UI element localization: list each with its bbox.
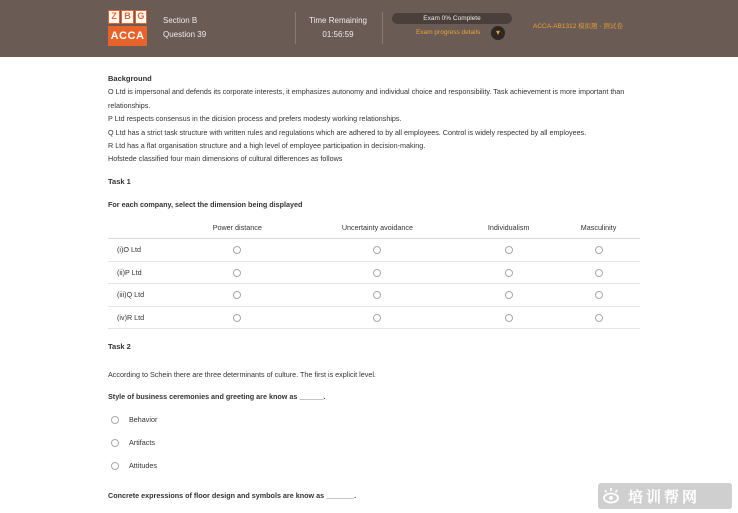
header-divider bbox=[382, 12, 383, 44]
task2-intro: According to Schein there are three determinants of culture. The first is explicit level. bbox=[108, 369, 376, 379]
section-info bbox=[163, 14, 206, 42]
option-behavior[interactable] bbox=[108, 408, 640, 431]
column-header: Masculinity bbox=[557, 217, 640, 239]
logo-letter: B bbox=[121, 10, 133, 24]
option-label: Artifacts bbox=[129, 438, 155, 448]
watermark bbox=[598, 483, 732, 509]
background-paragraph: P Ltd respects consensus in the dicision process and prefers modesty working relationships. bbox=[108, 114, 402, 124]
radio-button[interactable] bbox=[505, 291, 513, 299]
column-header: Power distance bbox=[180, 217, 295, 239]
radio-button[interactable] bbox=[111, 416, 119, 424]
task1-matrix bbox=[108, 217, 640, 330]
exam-details-link[interactable]: Exam progress details bbox=[416, 29, 481, 36]
radio-button[interactable] bbox=[373, 314, 381, 322]
background-paragraph: R Ltd has a flat organisation structure and a high level of employee participation in decision-making. bbox=[108, 141, 426, 151]
radio-button[interactable] bbox=[233, 314, 241, 322]
task2-title: Task 2 bbox=[108, 342, 131, 352]
radio-button[interactable] bbox=[233, 246, 241, 254]
section-label: Section B bbox=[163, 16, 198, 25]
radio-button[interactable] bbox=[595, 314, 603, 322]
matrix-row bbox=[108, 239, 640, 262]
radio-button[interactable] bbox=[233, 291, 241, 299]
option-attitudes[interactable] bbox=[108, 454, 640, 477]
task2-options bbox=[108, 408, 640, 477]
matrix-row bbox=[108, 306, 640, 329]
radio-button[interactable] bbox=[373, 246, 381, 254]
task2-question-2: Concrete expressions of floor design and symbols are know as _______. bbox=[108, 491, 357, 501]
logo-letter: G bbox=[135, 10, 147, 24]
progress-text: Exam 0% Complete bbox=[423, 15, 481, 22]
exam-code-label: ACCA-AB1312 模拟题 - 测试卷 bbox=[533, 23, 623, 30]
option-artifacts[interactable] bbox=[108, 431, 640, 454]
column-header: Uncertainty avoidance bbox=[295, 217, 461, 239]
background-paragraph: Hofstede classified four main dimensions of cultural differences as follows bbox=[108, 154, 343, 164]
time-label: Time Remaining bbox=[309, 16, 367, 25]
radio-button[interactable] bbox=[111, 462, 119, 470]
matrix-corner bbox=[108, 217, 180, 239]
radio-button[interactable] bbox=[595, 246, 603, 254]
time-remaining bbox=[300, 14, 376, 42]
matrix-row bbox=[108, 261, 640, 284]
radio-button[interactable] bbox=[505, 269, 513, 277]
matrix-row bbox=[108, 284, 640, 307]
task1-title: Task 1 bbox=[108, 176, 131, 186]
radio-button[interactable] bbox=[373, 269, 381, 277]
background-title: Background bbox=[108, 74, 152, 83]
zbg-acca-logo bbox=[108, 10, 147, 46]
chevron-down-icon[interactable]: ▾ bbox=[491, 26, 505, 40]
row-label: (i)O Ltd bbox=[108, 239, 180, 262]
task2-question-1: Style of business ceremonies and greeting are know as ______. bbox=[108, 391, 326, 401]
radio-button[interactable] bbox=[373, 291, 381, 299]
time-value: 01:56:59 bbox=[322, 30, 354, 39]
row-label: (iii)Q Ltd bbox=[108, 284, 180, 307]
row-label: (ii)P Ltd bbox=[108, 261, 180, 284]
logo-letter: Z bbox=[108, 10, 120, 24]
row-label: (iv)R Ltd bbox=[108, 306, 180, 329]
column-header: Individualism bbox=[460, 217, 557, 239]
eye-logo-icon bbox=[598, 483, 624, 509]
logo-acca-text: ACCA bbox=[108, 26, 147, 46]
option-label: Behavior bbox=[129, 415, 158, 425]
option-label: Attitudes bbox=[129, 461, 157, 471]
background-paragraph: O Ltd is impersonal and defends its corporate interests, it emphasizes autonomy and individual choice and responsibility. Task achievement is more important than relationships. bbox=[108, 87, 625, 110]
radio-button[interactable] bbox=[505, 246, 513, 254]
task1-question: For each company, select the dimension being displayed bbox=[108, 200, 303, 210]
question-label: Question 39 bbox=[163, 30, 207, 39]
radio-button[interactable] bbox=[111, 439, 119, 447]
header-divider bbox=[295, 12, 296, 44]
radio-button[interactable] bbox=[595, 291, 603, 299]
watermark-text: 培训帮网 bbox=[628, 487, 701, 506]
background-paragraph: Q Ltd has a strict task structure with written rules and regulations which are adhered to by all employees. Control is widely respected by all employees. bbox=[108, 127, 587, 137]
radio-button[interactable] bbox=[233, 269, 241, 277]
radio-button[interactable] bbox=[595, 269, 603, 277]
radio-button[interactable] bbox=[505, 314, 513, 322]
question-content bbox=[108, 72, 640, 503]
exam-progress-bar bbox=[392, 13, 512, 24]
exam-header bbox=[0, 0, 738, 57]
